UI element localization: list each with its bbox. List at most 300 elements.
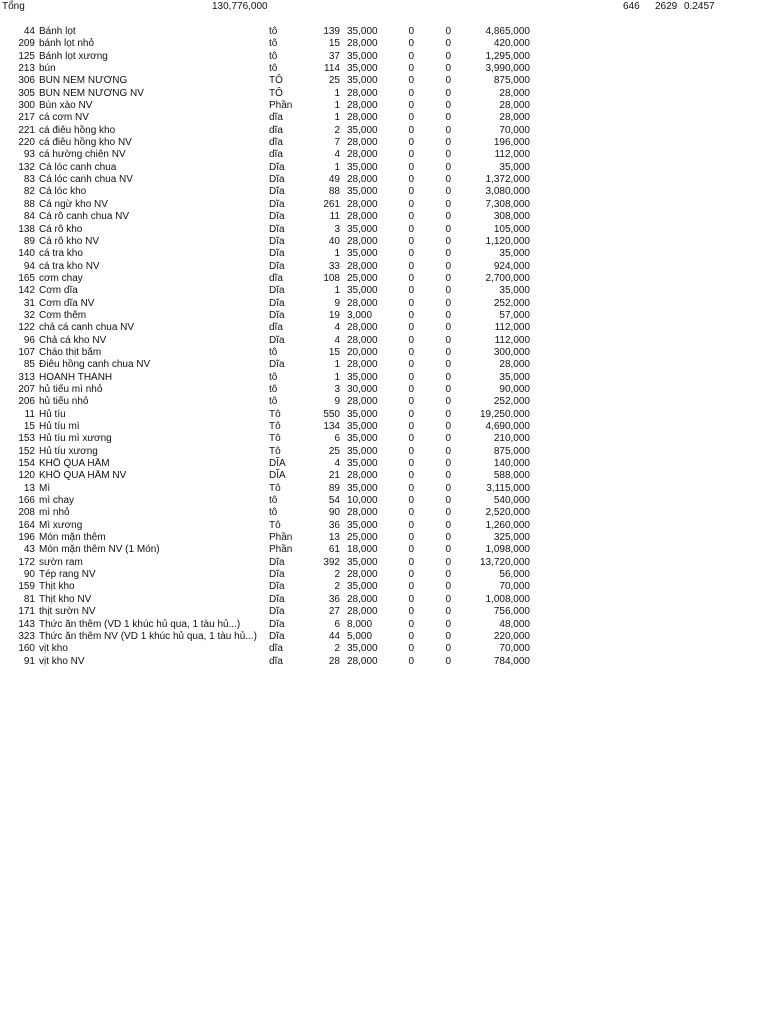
item-zero-col-1: 0 bbox=[408, 445, 414, 457]
item-amount: 28,000 bbox=[499, 87, 530, 99]
item-name: mì nhỏ bbox=[39, 507, 70, 519]
item-quantity: 2 bbox=[334, 643, 340, 655]
item-quantity: 15 bbox=[328, 38, 340, 50]
table-row bbox=[0, 409, 768, 421]
item-zero-col-1: 0 bbox=[408, 581, 414, 593]
item-zero-col-2: 0 bbox=[445, 495, 451, 507]
item-quantity: 19 bbox=[328, 309, 340, 321]
item-zero-col-1: 0 bbox=[408, 346, 414, 358]
item-amount: 300,000 bbox=[493, 346, 530, 358]
item-name: chả cá canh chua NV bbox=[39, 322, 135, 334]
item-zero-col-2: 0 bbox=[445, 396, 451, 408]
item-amount: 4,690,000 bbox=[485, 421, 530, 432]
item-code: 89 bbox=[23, 235, 35, 247]
item-zero-col-1: 0 bbox=[408, 75, 414, 87]
item-unit: Dĩa bbox=[269, 211, 285, 223]
item-code: 85 bbox=[23, 359, 35, 371]
item-zero-col-2: 0 bbox=[445, 618, 451, 630]
item-amount: 28,000 bbox=[499, 359, 530, 371]
table-row bbox=[0, 174, 768, 186]
table-row bbox=[0, 557, 768, 569]
item-name: Hủ tíu mì xương bbox=[39, 433, 112, 445]
item-name: HOÀNH THÁNH bbox=[39, 371, 113, 383]
item-unit: Tô bbox=[269, 482, 281, 494]
item-name: Cá lóc canh chua bbox=[39, 161, 117, 173]
item-code: 165 bbox=[18, 272, 35, 284]
item-unit: Dĩa bbox=[269, 260, 285, 272]
item-quantity: 1 bbox=[334, 161, 340, 173]
item-name: Bánh lọt xương bbox=[39, 50, 108, 62]
item-zero-col-2: 0 bbox=[445, 458, 451, 470]
item-unit: Phần bbox=[269, 532, 293, 544]
item-zero-col-2: 0 bbox=[445, 408, 451, 420]
item-zero-col-1: 0 bbox=[408, 593, 414, 605]
item-name: BÚN NEM NƯỚNG bbox=[39, 75, 128, 87]
item-amount: 28,000 bbox=[499, 112, 530, 124]
item-name: cá hường chiên NV bbox=[39, 149, 126, 161]
item-quantity: 25 bbox=[328, 75, 340, 87]
item-unit: Dĩa bbox=[269, 248, 285, 260]
item-unit: Dĩa bbox=[269, 235, 285, 247]
summary-label: Tổng bbox=[2, 1, 25, 12]
item-quantity: 54 bbox=[328, 495, 340, 507]
item-code: 83 bbox=[23, 174, 35, 186]
item-code: 300 bbox=[18, 100, 35, 112]
item-zero-col-2: 0 bbox=[445, 26, 451, 37]
item-amount: 70,000 bbox=[499, 643, 530, 655]
table-row bbox=[0, 63, 768, 75]
item-zero-col-2: 0 bbox=[445, 482, 451, 494]
item-zero-col-2: 0 bbox=[445, 532, 451, 544]
item-name: Mì xương bbox=[39, 519, 83, 531]
item-unit: dĩa bbox=[269, 137, 283, 149]
item-price: 28,000 bbox=[347, 569, 378, 581]
item-zero-col-1: 0 bbox=[408, 396, 414, 408]
item-amount: 2,700,000 bbox=[485, 272, 530, 284]
item-unit: tô bbox=[269, 396, 278, 408]
item-zero-col-2: 0 bbox=[445, 112, 451, 124]
item-price: 28,000 bbox=[347, 334, 378, 346]
summary-value-c: 0.2457 bbox=[684, 1, 715, 12]
item-price: 35,000 bbox=[347, 421, 378, 432]
item-unit: Dĩa bbox=[269, 174, 285, 186]
item-zero-col-1: 0 bbox=[408, 606, 414, 618]
item-price: 35,000 bbox=[347, 63, 378, 75]
table-row bbox=[0, 236, 768, 248]
item-name: hủ tiếu mì nhỏ bbox=[39, 383, 103, 395]
item-zero-col-1: 0 bbox=[408, 149, 414, 161]
item-zero-col-1: 0 bbox=[408, 643, 414, 655]
item-price: 35,000 bbox=[347, 519, 378, 531]
item-quantity: 139 bbox=[323, 26, 340, 37]
item-code: 132 bbox=[18, 161, 35, 173]
item-price: 25,000 bbox=[347, 272, 378, 284]
item-quantity: 1 bbox=[334, 100, 340, 112]
item-zero-col-2: 0 bbox=[445, 569, 451, 581]
item-zero-col-2: 0 bbox=[445, 235, 451, 247]
item-price: 35,000 bbox=[347, 556, 378, 568]
table-row bbox=[0, 384, 768, 396]
item-amount: 784,000 bbox=[493, 655, 530, 667]
item-price: 28,000 bbox=[347, 260, 378, 272]
table-row bbox=[0, 581, 768, 593]
item-unit: dĩa bbox=[269, 149, 283, 161]
item-code: 306 bbox=[18, 75, 35, 87]
item-quantity: 36 bbox=[328, 593, 340, 605]
item-unit: Dĩa bbox=[269, 581, 285, 593]
item-code: 11 bbox=[24, 408, 35, 420]
item-price: 35,000 bbox=[347, 433, 378, 445]
item-price: 25,000 bbox=[347, 532, 378, 544]
item-amount: 252,000 bbox=[493, 396, 530, 408]
table-row bbox=[0, 483, 768, 495]
item-zero-col-2: 0 bbox=[445, 248, 451, 260]
item-zero-col-2: 0 bbox=[445, 507, 451, 519]
item-quantity: 2 bbox=[334, 581, 340, 593]
item-zero-col-2: 0 bbox=[445, 470, 451, 482]
item-unit: tô bbox=[269, 383, 278, 395]
table-row bbox=[0, 347, 768, 359]
table-row bbox=[0, 421, 768, 433]
item-quantity: 1 bbox=[334, 112, 340, 124]
item-code: 172 bbox=[18, 556, 35, 568]
item-price: 28,000 bbox=[347, 211, 378, 223]
item-zero-col-1: 0 bbox=[408, 26, 414, 37]
item-quantity: 108 bbox=[323, 272, 340, 284]
item-zero-col-1: 0 bbox=[408, 482, 414, 494]
item-unit: Tô bbox=[269, 519, 281, 531]
item-quantity: 11 bbox=[329, 211, 340, 223]
item-zero-col-2: 0 bbox=[445, 556, 451, 568]
item-unit: dĩa bbox=[269, 112, 283, 124]
item-code: 171 bbox=[18, 606, 35, 618]
item-price: 35,000 bbox=[347, 248, 378, 260]
item-name: cá điêu hồng kho bbox=[39, 124, 116, 136]
table-row bbox=[0, 100, 768, 112]
item-price: 35,000 bbox=[347, 458, 378, 470]
item-unit: tô bbox=[269, 26, 278, 37]
table-row bbox=[0, 88, 768, 100]
item-amount: 1,260,000 bbox=[485, 519, 530, 531]
item-quantity: 15 bbox=[328, 346, 340, 358]
item-quantity: 1 bbox=[334, 371, 340, 383]
table-row bbox=[0, 224, 768, 236]
item-quantity: 3 bbox=[334, 383, 340, 395]
item-unit: Dĩa bbox=[269, 223, 285, 235]
item-zero-col-2: 0 bbox=[445, 260, 451, 272]
table-row bbox=[0, 211, 768, 223]
item-unit: Dĩa bbox=[269, 359, 285, 371]
item-name: Món mặn thêm bbox=[39, 532, 106, 544]
item-code: 217 bbox=[18, 112, 35, 124]
item-zero-col-1: 0 bbox=[408, 272, 414, 284]
item-code: 125 bbox=[18, 50, 35, 62]
table-row bbox=[0, 544, 768, 556]
item-amount: 112,000 bbox=[494, 334, 530, 346]
item-code: 154 bbox=[18, 458, 35, 470]
item-price: 5,000 bbox=[347, 630, 373, 642]
item-price: 18,000 bbox=[347, 544, 378, 556]
item-unit: Dĩa bbox=[269, 593, 285, 605]
item-code: 32 bbox=[23, 309, 35, 321]
table-row bbox=[0, 335, 768, 347]
item-zero-col-1: 0 bbox=[408, 383, 414, 395]
item-amount: 2,520,000 bbox=[485, 507, 530, 519]
item-unit: Tô bbox=[269, 445, 281, 457]
item-amount: 3,080,000 bbox=[485, 186, 530, 198]
item-unit: Dĩa bbox=[269, 334, 285, 346]
item-price: 35,000 bbox=[347, 223, 378, 235]
item-zero-col-2: 0 bbox=[445, 383, 451, 395]
item-amount: 1,008,000 bbox=[485, 593, 530, 605]
item-name: Cá rô kho bbox=[39, 223, 83, 235]
item-zero-col-1: 0 bbox=[408, 630, 414, 642]
item-code: 93 bbox=[23, 149, 35, 161]
item-zero-col-1: 0 bbox=[408, 519, 414, 531]
item-name: Cá lóc kho bbox=[39, 186, 87, 198]
item-zero-col-2: 0 bbox=[445, 198, 451, 210]
item-zero-col-1: 0 bbox=[408, 544, 414, 556]
item-price: 28,000 bbox=[347, 87, 378, 99]
item-name: Hủ tíu bbox=[39, 408, 66, 420]
item-amount: 56,000 bbox=[499, 569, 530, 581]
item-name: Thức ăn thêm NV (VD 1 khúc hủ qua, 1 tàu hủ...) bbox=[39, 630, 257, 642]
item-name: Cơm dĩa bbox=[39, 285, 78, 297]
item-code: 313 bbox=[18, 371, 35, 383]
summary-value-a: 646 bbox=[623, 1, 640, 12]
item-quantity: 90 bbox=[328, 507, 340, 519]
item-unit: Tô bbox=[269, 408, 281, 420]
item-zero-col-2: 0 bbox=[445, 421, 451, 432]
item-code: 13 bbox=[23, 482, 35, 494]
item-zero-col-2: 0 bbox=[445, 50, 451, 62]
item-unit: TÔ bbox=[269, 75, 283, 87]
item-zero-col-1: 0 bbox=[408, 433, 414, 445]
item-unit: tô bbox=[269, 507, 278, 519]
table-row bbox=[0, 520, 768, 532]
item-price: 20,000 bbox=[347, 346, 378, 358]
item-unit: tô bbox=[269, 371, 278, 383]
item-code: 221 bbox=[18, 124, 35, 136]
item-code: 44 bbox=[23, 26, 35, 37]
item-quantity: 9 bbox=[334, 297, 340, 309]
item-price: 35,000 bbox=[347, 50, 378, 62]
item-unit: Dĩa bbox=[269, 569, 285, 581]
item-amount: 540,000 bbox=[493, 495, 530, 507]
item-unit: Dĩa bbox=[269, 556, 285, 568]
table-row bbox=[0, 38, 768, 50]
item-name: Mì bbox=[39, 482, 51, 494]
item-price: 28,000 bbox=[347, 606, 378, 618]
item-zero-col-2: 0 bbox=[445, 174, 451, 186]
item-unit: dĩa bbox=[269, 643, 283, 655]
item-zero-col-1: 0 bbox=[408, 112, 414, 124]
table-row bbox=[0, 359, 768, 371]
item-code: 220 bbox=[18, 137, 35, 149]
item-amount: 19,250,000 bbox=[479, 408, 530, 420]
item-code: 208 bbox=[18, 507, 35, 519]
item-unit: dĩa bbox=[269, 655, 283, 667]
item-unit: Dĩa bbox=[269, 285, 285, 297]
item-zero-col-1: 0 bbox=[408, 137, 414, 149]
table-row bbox=[0, 149, 768, 161]
table-row bbox=[0, 656, 768, 668]
item-zero-col-2: 0 bbox=[445, 272, 451, 284]
item-quantity: 28 bbox=[328, 655, 340, 667]
table-row bbox=[0, 75, 768, 87]
item-quantity: 49 bbox=[328, 174, 340, 186]
item-unit: tô bbox=[269, 50, 278, 62]
item-zero-col-1: 0 bbox=[408, 211, 414, 223]
item-amount: 35,000 bbox=[499, 161, 530, 173]
item-zero-col-1: 0 bbox=[408, 174, 414, 186]
item-amount: 1,120,000 bbox=[485, 235, 530, 247]
item-unit: Tô bbox=[269, 433, 281, 445]
item-amount: 756,000 bbox=[493, 606, 530, 618]
item-price: 8,000 bbox=[347, 618, 373, 630]
item-price: 28,000 bbox=[347, 655, 378, 667]
item-quantity: 4 bbox=[334, 149, 340, 161]
item-quantity: 61 bbox=[328, 544, 340, 556]
item-amount: 140,000 bbox=[493, 458, 530, 470]
item-zero-col-2: 0 bbox=[445, 285, 451, 297]
item-amount: 7,308,000 bbox=[485, 198, 530, 210]
item-name: Cá rô kho NV bbox=[39, 235, 100, 247]
item-amount: 112,000 bbox=[494, 149, 530, 161]
item-name: Chả cá kho NV bbox=[39, 334, 107, 346]
item-zero-col-1: 0 bbox=[408, 285, 414, 297]
summary-total-amount: 130,776,000 bbox=[212, 1, 268, 12]
table-row bbox=[0, 619, 768, 631]
item-amount: 70,000 bbox=[499, 124, 530, 136]
item-amount: 325,000 bbox=[493, 532, 530, 544]
item-zero-col-2: 0 bbox=[445, 211, 451, 223]
item-zero-col-1: 0 bbox=[408, 124, 414, 136]
item-code: 84 bbox=[23, 211, 35, 223]
item-name: hủ tiếu nhỏ bbox=[39, 396, 89, 408]
item-amount: 35,000 bbox=[499, 285, 530, 297]
table-row bbox=[0, 470, 768, 482]
item-zero-col-2: 0 bbox=[445, 643, 451, 655]
item-code: 107 bbox=[18, 346, 35, 358]
item-code: 96 bbox=[23, 334, 35, 346]
item-quantity: 40 bbox=[328, 235, 340, 247]
item-code: 82 bbox=[23, 186, 35, 198]
item-amount: 4,865,000 bbox=[485, 26, 530, 37]
item-quantity: 13 bbox=[328, 532, 340, 544]
item-quantity: 550 bbox=[323, 408, 340, 420]
item-name: Tép rang NV bbox=[39, 569, 96, 581]
table-row bbox=[0, 458, 768, 470]
item-price: 10,000 bbox=[347, 495, 378, 507]
item-zero-col-2: 0 bbox=[445, 519, 451, 531]
item-zero-col-1: 0 bbox=[408, 470, 414, 482]
item-zero-col-1: 0 bbox=[408, 248, 414, 260]
item-amount: 105,000 bbox=[493, 223, 530, 235]
item-code: 153 bbox=[18, 433, 35, 445]
item-amount: 3,990,000 bbox=[485, 63, 530, 75]
item-zero-col-1: 0 bbox=[408, 235, 414, 247]
item-zero-col-1: 0 bbox=[408, 495, 414, 507]
item-zero-col-2: 0 bbox=[445, 346, 451, 358]
item-code: 91 bbox=[23, 655, 35, 667]
item-amount: 35,000 bbox=[499, 248, 530, 260]
item-name: Cá ngừ kho NV bbox=[39, 198, 108, 210]
item-zero-col-2: 0 bbox=[445, 137, 451, 149]
item-name: vịt kho NV bbox=[39, 655, 85, 667]
item-name: Thịt kho NV bbox=[39, 593, 92, 605]
item-price: 28,000 bbox=[347, 470, 378, 482]
item-name: bánh lọt nhỏ bbox=[39, 38, 95, 50]
item-name: Bún xào NV bbox=[39, 100, 93, 112]
item-zero-col-1: 0 bbox=[408, 260, 414, 272]
item-quantity: 2 bbox=[334, 124, 340, 136]
item-zero-col-1: 0 bbox=[408, 507, 414, 519]
item-zero-col-2: 0 bbox=[445, 655, 451, 667]
item-zero-col-1: 0 bbox=[408, 334, 414, 346]
table-row bbox=[0, 446, 768, 458]
item-quantity: 9 bbox=[334, 396, 340, 408]
item-unit: Tô bbox=[269, 421, 281, 432]
table-row bbox=[0, 631, 768, 643]
item-quantity: 89 bbox=[328, 482, 340, 494]
item-zero-col-2: 0 bbox=[445, 433, 451, 445]
item-name: Món mặn thêm NV (1 Món) bbox=[39, 544, 160, 556]
table-row bbox=[0, 322, 768, 334]
table-row bbox=[0, 26, 768, 38]
item-quantity: 4 bbox=[334, 458, 340, 470]
item-code: 31 bbox=[23, 297, 35, 309]
item-code: 140 bbox=[18, 248, 35, 260]
item-code: 138 bbox=[18, 223, 35, 235]
item-quantity: 261 bbox=[323, 198, 340, 210]
item-price: 28,000 bbox=[347, 396, 378, 408]
item-code: 159 bbox=[18, 581, 35, 593]
sales-table bbox=[0, 26, 768, 668]
item-unit: tô bbox=[269, 495, 278, 507]
item-amount: 1,098,000 bbox=[485, 544, 530, 556]
item-price: 28,000 bbox=[347, 593, 378, 605]
item-zero-col-1: 0 bbox=[408, 161, 414, 173]
item-price: 35,000 bbox=[347, 445, 378, 457]
item-name: Cơm dĩa NV bbox=[39, 297, 95, 309]
item-zero-col-2: 0 bbox=[445, 334, 451, 346]
item-name: Cháo thịt bằm bbox=[39, 346, 102, 358]
item-quantity: 37 bbox=[328, 50, 340, 62]
item-code: 94 bbox=[23, 260, 35, 272]
item-code: 207 bbox=[18, 383, 35, 395]
item-zero-col-2: 0 bbox=[445, 359, 451, 371]
item-unit: Dĩa bbox=[269, 618, 285, 630]
item-price: 35,000 bbox=[347, 643, 378, 655]
item-zero-col-1: 0 bbox=[408, 297, 414, 309]
item-code: 213 bbox=[18, 63, 35, 75]
item-price: 28,000 bbox=[347, 137, 378, 149]
table-row bbox=[0, 433, 768, 445]
table-row bbox=[0, 606, 768, 618]
item-code: 81 bbox=[23, 593, 35, 605]
item-code: 120 bbox=[18, 470, 35, 482]
item-price: 28,000 bbox=[347, 297, 378, 309]
item-name: BÚN NEM NƯỚNG NV bbox=[39, 87, 144, 99]
item-amount: 210,000 bbox=[493, 433, 530, 445]
item-price: 28,000 bbox=[347, 112, 378, 124]
item-quantity: 36 bbox=[328, 519, 340, 531]
item-name: Thức ăn thêm (VD 1 khúc hủ qua, 1 tàu hủ...) bbox=[39, 618, 241, 630]
item-quantity: 6 bbox=[334, 618, 340, 630]
item-price: 28,000 bbox=[347, 507, 378, 519]
item-code: 43 bbox=[23, 544, 35, 556]
